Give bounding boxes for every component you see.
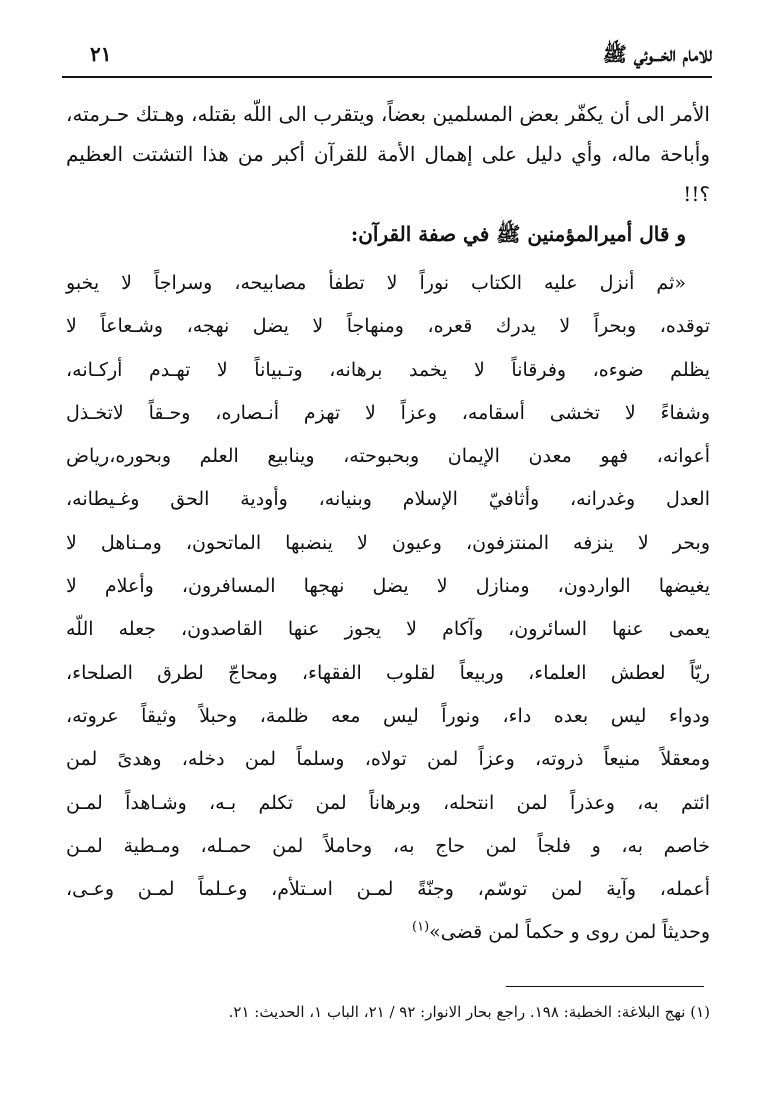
quote-line: أعمله، وآية لمن توسّم، وجنّةً لمـن اسـتلأم، وعـلماً لمـن وعـى،	[66, 878, 710, 901]
intro-line-2: وأباحة ماله، وأي دليل على إهمال الأمة للقرآن أكبر من هذا التشتت العظيم ؟!!	[66, 142, 710, 206]
footnote-reference: (١)	[412, 920, 430, 936]
intro-paragraph	[66, 94, 710, 214]
quotation-paragraph	[66, 262, 710, 955]
footnote: (١) نهج البلاغة: الخطبة: ١٩٨. راجع بحار الانوار: ٩٢ / ٢١، الباب ١، الحديث: ٢١.	[228, 1003, 710, 1021]
quote-line: يظلم ضوءه، وفرقاناً لا يخمد برهانه، وتـبياناً لا تهـدم أركـانه،	[66, 358, 710, 381]
quote-line: ريّاً لعطش العلماء، وربيعاً لقلوب الفقهاء، ومحاجّ لطرق الصلحاء،	[66, 661, 710, 684]
quote-line: ائتم به، وعذراً لمن انتحله، وبرهاناً لمن تكلم بـه، وشـاهداً لمـن	[66, 791, 710, 814]
page-number: ٢١	[90, 42, 112, 66]
quote-line: يغيضها الواردون، ومنازل لا يضل نهجها المسافرون، وأعلام لا	[66, 575, 710, 598]
quote-line: «ثم أنزل عليه الكتاب نوراً لا تطفأ مصابيحه، وسراجاً لا يخبو	[66, 272, 686, 294]
header-rule	[62, 76, 712, 78]
quote-line: العدل وغدرانه، وأثافيّ الإسلام وبنيانه، وأودية الحق وغـيطانه،	[66, 488, 710, 511]
footnote-rule	[506, 986, 704, 987]
quote-lead-in: و قال أميرالمؤمنين ﷺ في صفة القرآن:	[350, 222, 686, 246]
quote-last-line	[66, 911, 710, 954]
quote-line: أعوانه، فهو معدن الإيمان وبحبوحته، وينابيع العلم وبحوره،رياض	[66, 445, 710, 468]
intro-line-1: الأمر الى أن يكفّر بعض المسلمين بعضاً، ويتقرب الى اللّه بقتله، وهـتك حـرمته،	[66, 102, 710, 126]
quote-line: وحديثاً لمن روى و حكماً لمن قضى»	[429, 921, 710, 944]
quote-line: وبحر لا ينزفه المنتزفون، وعيون لا ينضبها الماتحون، ومـناهل لا	[66, 531, 710, 554]
body-text	[66, 94, 710, 955]
quote-line: يعمى عنها السائرون، وآكام لا يجوز عنها القاصدون، جعله اللّه	[66, 618, 710, 641]
quote-line: ومعقلاً منيعاً ذروته، وعزاً لمن تولاه، وسلماً لمن دخله، وهدىً لمن	[66, 748, 710, 771]
quote-line: توقده، وبحراً لا يدرك قعره، ومنهاجاً لا يضل نهجه، وشـعاعاً لا	[66, 315, 710, 338]
quote-line: ودواء ليس بعده داء، ونوراً ليس معه ظلمة، وحبلاً وثيقاً عروته،	[66, 704, 710, 727]
running-title: للامام الخـــوئي ﷺ	[602, 42, 712, 66]
quote-line: خاصم به، و فلجاً لمن حاج به، وحاملاً لمن حمـله، ومـطية لمـن	[66, 834, 710, 857]
quote-line: وشفاءً لا تخشى أسقامه، وعزاً لا تهزم أنـصاره، وحـقاً لاتخـذل	[66, 401, 710, 424]
page-header	[62, 34, 712, 74]
